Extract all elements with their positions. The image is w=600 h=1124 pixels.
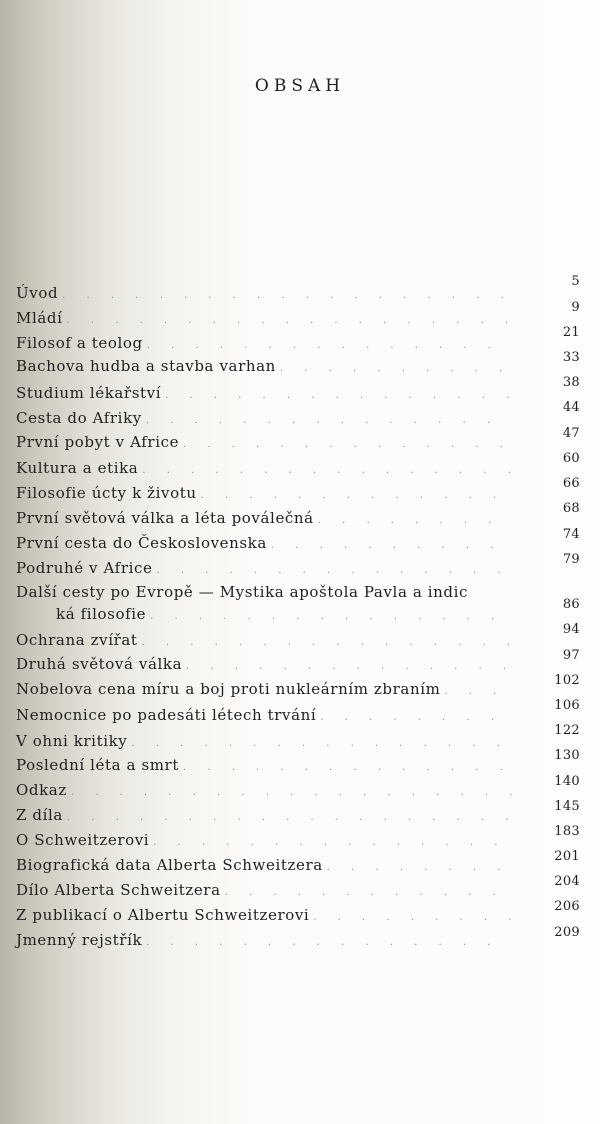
toc-entry [16,680,516,698]
leader-dots [225,887,512,898]
toc-entry-page: 21 [562,325,580,340]
leader-dots [186,661,512,672]
leader-dots [165,390,512,401]
toc-entry [16,806,516,824]
leader-dots [153,837,512,848]
toc-entry-label: První pobyt v Africe [16,433,180,451]
toc-entry-label: Ochrana zvířat [16,631,138,649]
toc-entry-label: Filosofie úcty k životu [16,484,197,502]
toc-entry [16,284,516,302]
toc-entry-label: Z díla [16,806,63,824]
toc-entry-label: V ohni kritiky [16,732,128,750]
toc-entry [16,756,516,774]
toc-entry [16,459,516,477]
toc-entry [16,856,516,874]
toc-entry-label-continuation: ká filosofie [56,605,147,623]
leader-dots [147,340,512,351]
toc-entry [16,655,516,673]
toc-entry [16,484,516,502]
leader-dots [201,490,512,501]
toc-entry-label: Nobelova cena míru a boj proti nukleárním zbraním [16,680,441,698]
page-title: OBSAH [254,76,346,96]
toc-entry [16,831,516,849]
toc-entry-page: 86 [562,597,580,612]
leader-dots [142,637,512,648]
toc-entry-page: 106 [554,698,580,713]
toc-entry-page: 66 [562,476,580,491]
toc-entry-label: První světová válka a léta poválečná [16,509,314,527]
toc-entry-page: 201 [554,849,580,864]
toc-entry-page: 204 [554,874,580,889]
toc-entry [16,384,516,402]
toc-entry-label: Studium lékařství [16,384,162,402]
leader-dots [320,712,512,723]
leader-dots [67,812,512,823]
toc-entry [16,881,516,899]
toc-entry-page: 44 [562,400,580,415]
leader-dots [183,439,512,450]
toc-entry [16,906,516,924]
leader-dots [313,912,512,923]
toc-entry-page: 145 [554,799,580,814]
toc-entry-page: 38 [562,375,580,390]
toc-entry-page: 74 [562,527,580,542]
leader-dots [142,465,512,476]
leader-dots [183,762,512,773]
toc-entry-page: 60 [562,451,580,466]
toc-entry [16,534,516,552]
toc-entry [16,732,516,750]
leader-dots [318,515,512,526]
toc-entry-page: 102 [554,673,580,688]
toc-entry-page: 9 [571,300,580,315]
leader-dots [146,415,512,426]
leader-dots [67,315,513,326]
toc-entry [16,631,516,649]
toc-entry [16,433,516,451]
toc-entry-label: Úvod [16,284,59,302]
toc-entry-page: 130 [554,748,580,763]
toc-entry-page: 47 [562,426,580,441]
toc-entry-page: 97 [562,648,580,663]
toc-entry-page: 5 [571,274,580,289]
toc-entry [16,931,516,949]
leader-dots [444,686,512,697]
leader-dots [156,565,512,576]
toc-entry [16,357,516,375]
toc-entry [16,781,516,799]
toc-entry-page: 183 [554,824,580,839]
toc-entry-label: Z publikací o Albertu Schweitzerovi [16,906,310,924]
toc-entry-label: Další cesty po Evropě — Mystika apoštola Pavla a indic [16,583,469,601]
leader-dots [327,862,512,873]
toc-entry-label: O Schweitzerovi [16,831,150,849]
leader-dots [280,363,512,374]
toc-entry-label: Odkaz [16,781,67,799]
toc-entry [16,309,516,327]
leader-dots [150,611,512,622]
leader-dots [131,738,512,749]
toc-entry-label: Nemocnice po padesáti létech trvání [16,706,317,724]
toc-entry-page: 68 [562,501,580,516]
leader-dots [271,540,512,551]
toc-entry-page: 140 [554,774,580,789]
toc-entry [16,706,516,724]
toc-entry-page: 79 [562,552,580,567]
toc-entry-continuation [56,605,516,623]
toc-entry-label: Jmenný rejstřík [16,931,143,949]
leader-dots [146,937,512,948]
toc-entry-page: 209 [554,925,580,940]
toc-entry-page: 94 [562,622,580,637]
toc-entry-label: Dílo Alberta Schweitzera [16,881,221,899]
toc-entry-label: Bachova hudba a stavba varhan [16,357,276,375]
toc-entry [16,334,516,352]
toc-entry [16,509,516,527]
toc-entry [16,559,516,577]
toc-entry-label: Druhá světová válka [16,655,183,673]
toc-entry-page: 206 [554,899,580,914]
leader-dots [71,787,512,798]
toc-entry-label: Poslední léta a smrt [16,756,179,774]
toc-entry [16,409,516,427]
toc-entry-page: 122 [554,723,580,738]
toc-entry-label: Podruhé v Africe [16,559,153,577]
toc-entry-label: Cesta do Afriky [16,409,142,427]
toc-entry-label: První cesta do Československa [16,534,267,552]
toc-entry-page: 33 [562,350,580,365]
toc-entry [16,583,576,601]
leader-dots [62,290,512,301]
toc-entry-label: Filosof a teolog [16,334,143,352]
toc-entry-label: Kultura a etika [16,459,139,477]
toc-entry-label: Biografická data Alberta Schweitzera [16,856,323,874]
toc-entry-label: Mládí [16,309,63,327]
